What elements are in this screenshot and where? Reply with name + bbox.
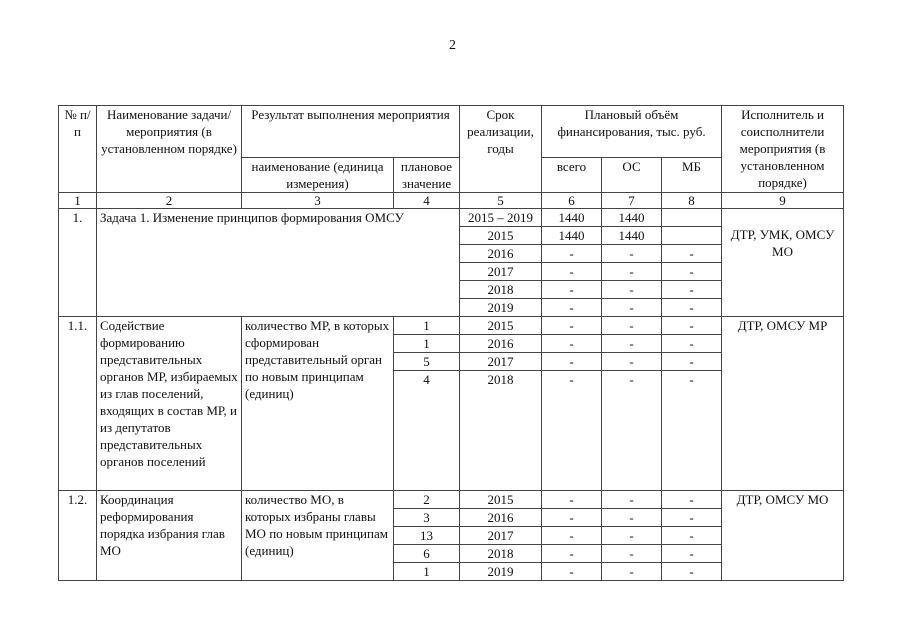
task1-executor: ДТР, УМК, ОМСУ МО xyxy=(722,209,844,317)
item11-title: Содействие формированию представительных органов МР, избираемых из глав поселений, входящих в состав МР, и из депутатов представительных органов поселений xyxy=(97,317,242,491)
year-cell: 2016 xyxy=(460,245,542,263)
table-row xyxy=(59,209,844,227)
header-task: Наименование задачи/мероприятия (в установленном порядке) xyxy=(97,106,242,193)
header-result-name: наименование (единица измерения) xyxy=(242,158,394,193)
fin-mb-cell: - xyxy=(662,371,722,491)
item11-num: 1.1. xyxy=(59,317,97,491)
fin-total-cell: - xyxy=(542,317,602,335)
fin-os-cell: - xyxy=(602,491,662,509)
fin-total-cell: - xyxy=(542,299,602,317)
column-number: 4 xyxy=(394,193,460,209)
year-cell: 2015 – 2019 xyxy=(460,209,542,227)
item12-title: Координация реформирования порядка избрания глав МО xyxy=(97,491,242,581)
item11-result-name: количество МР, в которых сформирован представительный орган по новым принципам (единиц) xyxy=(242,317,394,491)
fin-mb-cell: - xyxy=(662,563,722,581)
plan-cell: 1 xyxy=(394,335,460,353)
fin-os-cell: - xyxy=(602,509,662,527)
header-fin-os: ОС xyxy=(602,158,662,193)
fin-os-cell: - xyxy=(602,563,662,581)
year-cell: 2017 xyxy=(460,527,542,545)
plan-cell: 4 xyxy=(394,371,460,491)
year-cell: 2015 xyxy=(460,491,542,509)
plan-cell: 1 xyxy=(394,317,460,335)
page-number: 2 xyxy=(449,38,456,53)
fin-total-cell: - xyxy=(542,545,602,563)
task1-title: Задача 1. Изменение принципов формирования ОМСУ xyxy=(97,209,460,317)
header-result: Результат выполнения мероприятия xyxy=(242,106,460,158)
column-number: 5 xyxy=(460,193,542,209)
plan-cell: 1 xyxy=(394,563,460,581)
fin-os-cell: - xyxy=(602,527,662,545)
fin-os-cell: 1440 xyxy=(602,209,662,227)
fin-total-cell: 1440 xyxy=(542,227,602,245)
fin-os-cell: - xyxy=(602,263,662,281)
program-table xyxy=(58,105,844,581)
fin-total-cell: - xyxy=(542,491,602,509)
plan-cell: 3 xyxy=(394,509,460,527)
fin-mb-cell: - xyxy=(662,527,722,545)
fin-mb-cell: - xyxy=(662,299,722,317)
item11-executor: ДТР, ОМСУ МР xyxy=(722,317,844,491)
header-finance: Плановый объём финансирования, тыс. руб. xyxy=(542,106,722,158)
fin-total-cell: - xyxy=(542,263,602,281)
header-term: Срок реализации, годы xyxy=(460,106,542,193)
fin-mb-cell: - xyxy=(662,335,722,353)
column-number: 6 xyxy=(542,193,602,209)
plan-cell: 13 xyxy=(394,527,460,545)
fin-mb-cell: - xyxy=(662,245,722,263)
plan-cell: 2 xyxy=(394,491,460,509)
table-row xyxy=(59,317,844,335)
year-cell: 2018 xyxy=(460,281,542,299)
item12-executor: ДТР, ОМСУ МО xyxy=(722,491,844,581)
header-result-plan: плановое значение xyxy=(394,158,460,193)
column-number: 2 xyxy=(97,193,242,209)
fin-total-cell: - xyxy=(542,353,602,371)
fin-os-cell: - xyxy=(602,317,662,335)
year-cell: 2018 xyxy=(460,371,542,491)
header-fin-mb: МБ xyxy=(662,158,722,193)
column-number: 3 xyxy=(242,193,394,209)
fin-total-cell: - xyxy=(542,281,602,299)
year-cell: 2017 xyxy=(460,353,542,371)
column-number: 9 xyxy=(722,193,844,209)
fin-os-cell: 1440 xyxy=(602,227,662,245)
fin-mb-cell: - xyxy=(662,317,722,335)
year-cell: 2016 xyxy=(460,509,542,527)
header-executor: Исполнитель и соисполнители мероприятия (в установленном порядке) xyxy=(722,106,844,193)
fin-mb-cell xyxy=(662,227,722,245)
task1-num: 1. xyxy=(59,209,97,317)
fin-mb-cell: - xyxy=(662,353,722,371)
fin-os-cell: - xyxy=(602,545,662,563)
fin-os-cell: - xyxy=(602,335,662,353)
fin-total-cell: 1440 xyxy=(542,209,602,227)
item12-result-name: количество МО, в которых избраны главы МО по новым принципам (единиц) xyxy=(242,491,394,581)
fin-os-cell: - xyxy=(602,245,662,263)
column-number: 1 xyxy=(59,193,97,209)
fin-os-cell: - xyxy=(602,353,662,371)
fin-os-cell: - xyxy=(602,299,662,317)
fin-mb-cell: - xyxy=(662,491,722,509)
fin-os-cell: - xyxy=(602,371,662,491)
plan-cell: 5 xyxy=(394,353,460,371)
column-number: 7 xyxy=(602,193,662,209)
year-cell: 2017 xyxy=(460,263,542,281)
table-row xyxy=(59,491,844,509)
plan-cell: 6 xyxy=(394,545,460,563)
fin-mb-cell: - xyxy=(662,545,722,563)
year-cell: 2019 xyxy=(460,563,542,581)
fin-total-cell: - xyxy=(542,245,602,263)
fin-mb-cell: - xyxy=(662,281,722,299)
year-cell: 2019 xyxy=(460,299,542,317)
year-cell: 2016 xyxy=(460,335,542,353)
header-num: № п/п xyxy=(59,106,97,193)
year-cell: 2015 xyxy=(460,317,542,335)
column-number: 8 xyxy=(662,193,722,209)
fin-mb-cell: - xyxy=(662,263,722,281)
fin-total-cell: - xyxy=(542,509,602,527)
fin-os-cell: - xyxy=(602,281,662,299)
fin-mb-cell xyxy=(662,209,722,227)
header-fin-total: всего xyxy=(542,158,602,193)
year-cell: 2015 xyxy=(460,227,542,245)
fin-total-cell: - xyxy=(542,563,602,581)
item12-num: 1.2. xyxy=(59,491,97,581)
fin-total-cell: - xyxy=(542,527,602,545)
year-cell: 2018 xyxy=(460,545,542,563)
fin-total-cell: - xyxy=(542,335,602,353)
fin-total-cell: - xyxy=(542,371,602,491)
fin-mb-cell: - xyxy=(662,509,722,527)
column-numbers-row xyxy=(59,193,844,209)
